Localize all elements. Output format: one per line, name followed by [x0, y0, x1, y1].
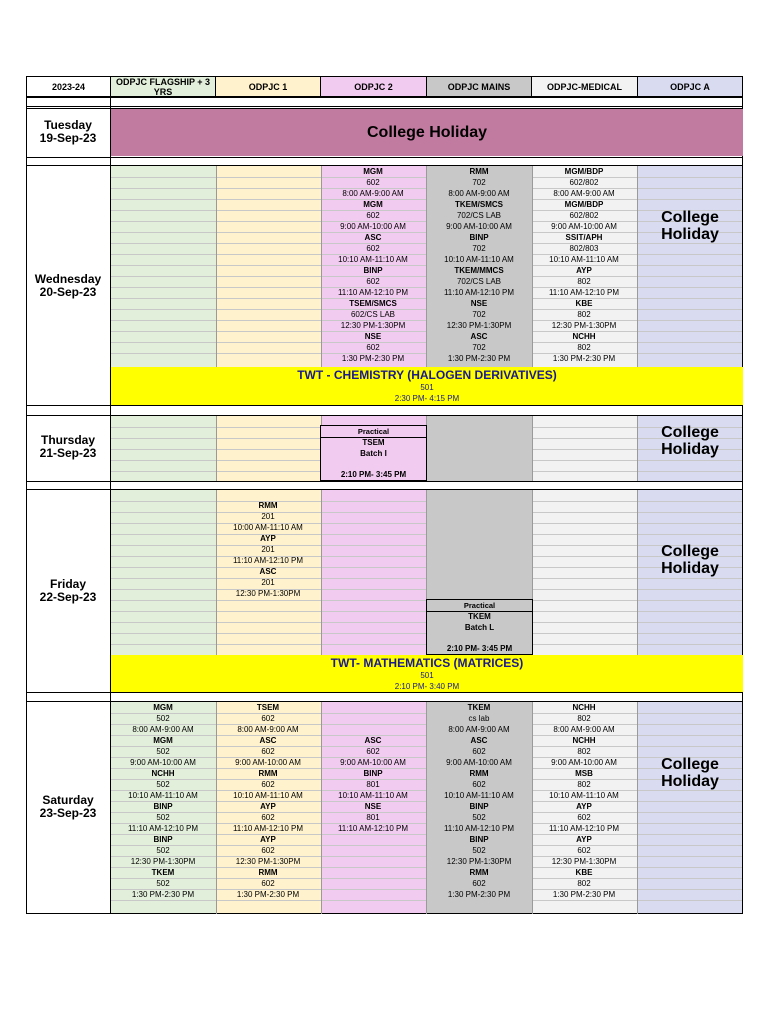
frame-left — [26, 97, 27, 914]
schedule-cell: NCHH — [572, 703, 596, 712]
schedule-cell: ASC — [364, 736, 382, 745]
schedule-cell: 602 — [261, 813, 275, 822]
schedule-cell: 802 — [577, 780, 591, 789]
schedule-cell: 1:30 PM-2:30 PM — [552, 890, 616, 899]
schedule-cell: 602 — [366, 747, 380, 756]
schedule-cell: RMM — [469, 868, 489, 877]
wednesday-medical-schedule — [531, 166, 637, 367]
schedule-cell: 12:30 PM-1:30PM — [235, 857, 301, 866]
schedule-cell: AYP — [576, 802, 592, 811]
schedule-cell: AYP — [576, 266, 592, 275]
thursday-practical-subject: TSEM — [362, 438, 385, 447]
header-medical: ODPJC-MEDICAL — [531, 76, 638, 97]
schedule-cell: 602 — [366, 277, 380, 286]
schedule-cell: 12:30 PM-1:30PM — [446, 857, 512, 866]
thursday-practical-box — [320, 425, 427, 481]
schedule-cell: 502 — [156, 780, 170, 789]
wednesday-test-room: 501 — [420, 383, 434, 392]
schedule-cell: 11:10 AM-12:10 PM — [232, 824, 304, 833]
tuesday-holiday-text: College Holiday — [366, 124, 488, 141]
thursday-practical-batch: Batch I — [360, 449, 387, 458]
friday-holiday-line1: College — [661, 543, 719, 560]
tuesday-date-label: 19-Sep-23 — [39, 131, 97, 145]
friday-test-room: 501 — [420, 671, 434, 680]
schedule-cell: MGM — [363, 200, 383, 209]
header-year: 2023-24 — [26, 76, 111, 97]
thursday-holiday-line1: College — [661, 424, 719, 441]
schedule-cell: 602 — [366, 178, 380, 187]
schedule-cell: 12:30 PM-1:30PM — [340, 321, 406, 330]
saturday-odpjc2-schedule — [320, 702, 426, 903]
cell-fill — [532, 416, 637, 481]
schedule-cell: ASC — [470, 736, 488, 745]
friday-odpjc1-schedule — [215, 500, 321, 610]
schedule-cell: 12:30 PM-1:30PM — [446, 321, 512, 330]
schedule-cell: 11:10 AM-12:10 PM — [127, 824, 199, 833]
schedule-cell: 10:10 AM-11:10 AM — [233, 791, 303, 800]
saturday-date-label: 23-Sep-23 — [39, 806, 97, 820]
schedule-cell: 1:30 PM-2:30 PM — [236, 890, 300, 899]
schedule-cell: 602 — [577, 813, 591, 822]
schedule-cell: 502 — [156, 879, 170, 888]
schedule-cell: 602 — [366, 343, 380, 352]
schedule-cell: NCHH — [572, 736, 596, 745]
friday-practical-label: Practical — [427, 600, 532, 612]
thursday-date-label: 21-Sep-23 — [39, 446, 97, 460]
schedule-cell: 702/CS LAB — [456, 211, 502, 220]
header-odpjc2: ODPJC 2 — [320, 76, 427, 97]
header-mains: ODPJC MAINS — [426, 76, 532, 97]
schedule-cell: RMM — [258, 868, 278, 877]
wednesday-test-time: 2:30 PM- 4:15 PM — [394, 394, 460, 403]
schedule-cell: 602 — [366, 244, 380, 253]
schedule-cell: 201 — [261, 578, 275, 587]
friday-practical-batch: Batch L — [464, 623, 495, 632]
schedule-cell: BINP — [363, 769, 383, 778]
thursday-practical-time: 2:10 PM- 3:45 PM — [340, 470, 407, 479]
schedule-cell: 802 — [577, 310, 591, 319]
schedule-cell: 8:00 AM-9:00 AM — [237, 725, 299, 734]
friday-holiday-line2: Holiday — [661, 560, 719, 577]
schedule-cell: 12:30 PM-1:30PM — [551, 857, 617, 866]
schedule-cell: 10:10 AM-11:10 AM — [338, 255, 408, 264]
schedule-cell: BINP — [153, 802, 173, 811]
separator-line — [26, 913, 743, 914]
schedule-cell: 8:00 AM-9:00 AM — [553, 725, 615, 734]
cell-fill — [111, 416, 216, 481]
header-flagship: ODPJC FLAGSHIP + 3 YRS — [110, 76, 216, 97]
schedule-cell: 9:00 AM-10:00 AM — [446, 758, 512, 767]
schedule-cell: KBE — [575, 868, 593, 877]
schedule-cell: 12:30 PM-1:30PM — [551, 321, 617, 330]
schedule-cell: 602 — [261, 780, 275, 789]
schedule-cell: 10:10 AM-11:10 AM — [444, 255, 514, 264]
cell-fill — [637, 702, 743, 914]
schedule-cell: 802 — [577, 747, 591, 756]
schedule-cell: 9:00 AM-10:00 AM — [551, 758, 617, 767]
schedule-cell: 11:10 AM-12:10 PM — [548, 824, 620, 833]
schedule-cell: 10:10 AM-11:10 AM — [444, 791, 514, 800]
header-odpjc-a: ODPJC A — [637, 76, 743, 97]
schedule-cell: 602 — [261, 747, 275, 756]
separator-line — [26, 106, 743, 107]
schedule-cell: 10:00 AM-11:10 AM — [233, 523, 303, 532]
schedule-cell: MGM — [363, 167, 383, 176]
schedule-cell: 9:00 AM-10:00 AM — [340, 222, 406, 231]
tuesday-day-label: Tuesday — [44, 118, 92, 132]
schedule-cell: 502 — [156, 747, 170, 756]
schedule-cell: RMM — [469, 769, 489, 778]
schedule-cell: BINP — [469, 835, 489, 844]
wednesday-odpjc2-schedule — [320, 166, 426, 367]
schedule-cell: 9:00 AM-10:00 AM — [551, 222, 617, 231]
schedule-cell: 602 — [472, 747, 486, 756]
friday-practical-subject: TKEM — [468, 612, 491, 621]
schedule-cell: 602/802 — [569, 211, 599, 220]
schedule-cell: 602/CS LAB — [350, 310, 396, 319]
schedule-cell: 702 — [472, 310, 486, 319]
schedule-cell: BINP — [469, 233, 489, 242]
schedule-cell: TSEM — [256, 703, 280, 712]
schedule-cell: 10:10 AM-11:10 AM — [338, 791, 408, 800]
schedule-cell: 8:00 AM-9:00 AM — [448, 725, 510, 734]
wednesday-day-label: Wednesday — [34, 272, 102, 286]
schedule-cell: 702/CS LAB — [456, 277, 502, 286]
schedule-cell: 11:10 AM-12:10 PM — [443, 824, 515, 833]
schedule-cell: BINP — [363, 266, 383, 275]
separator-line — [26, 692, 743, 693]
wednesday-date-label: 20-Sep-23 — [39, 285, 97, 299]
schedule-cell: AYP — [260, 835, 276, 844]
thursday-holiday-line2: Holiday — [661, 441, 719, 458]
schedule-cell: 8:00 AM-9:00 AM — [448, 189, 510, 198]
schedule-cell: TSEM/SMCS — [349, 299, 397, 308]
column-divider — [532, 416, 533, 481]
schedule-cell: AYP — [576, 835, 592, 844]
schedule-cell: 9:00 AM-10:00 AM — [340, 758, 406, 767]
schedule-cell: 801 — [366, 813, 380, 822]
wednesday-holiday-line1: College — [661, 209, 719, 226]
separator-line — [26, 481, 743, 482]
cell-fill — [216, 416, 321, 481]
schedule-cell: BINP — [153, 835, 173, 844]
header-odpjc1: ODPJC 1 — [215, 76, 321, 97]
schedule-cell: 502 — [156, 846, 170, 855]
schedule-cell: TKEM — [467, 703, 491, 712]
schedule-cell: 802 — [577, 714, 591, 723]
schedule-cell: 602/802 — [569, 178, 599, 187]
separator-line — [26, 405, 743, 406]
separator-line — [26, 97, 743, 98]
schedule-cell: 502 — [156, 813, 170, 822]
schedule-cell: NSE — [470, 299, 488, 308]
schedule-cell: TKEM/SMCS — [455, 200, 503, 209]
schedule-cell: 201 — [261, 545, 275, 554]
column-divider — [637, 702, 638, 914]
schedule-cell: 9:00 AM-10:00 AM — [130, 758, 196, 767]
schedule-cell: 702 — [472, 343, 486, 352]
schedule-cell: 1:30 PM-2:30 PM — [447, 354, 511, 363]
schedule-cell: 1:30 PM-2:30 PM — [131, 890, 195, 899]
separator-line — [26, 489, 743, 490]
schedule-cell: 602 — [577, 846, 591, 855]
schedule-cell: MGM/BDP — [564, 167, 604, 176]
schedule-cell: 602 — [472, 780, 486, 789]
schedule-cell: 11:10 AM-12:10 PM — [337, 288, 409, 297]
schedule-cell: 12:30 PM-1:30PM — [235, 589, 301, 598]
friday-practical-box — [426, 599, 533, 655]
friday-practical-time: 2:10 PM- 3:45 PM — [446, 644, 513, 653]
schedule-cell: 10:10 AM-11:10 AM — [128, 791, 198, 800]
friday-test-banner — [111, 655, 743, 692]
cell-fill — [216, 166, 321, 367]
schedule-cell: 801 — [366, 780, 380, 789]
schedule-cell: NSE — [364, 802, 382, 811]
schedule-cell: 502 — [472, 846, 486, 855]
schedule-cell: 802 — [577, 277, 591, 286]
thursday-day-label: Thursday — [40, 433, 95, 447]
column-divider — [216, 166, 217, 367]
schedule-cell: 9:00 AM-10:00 AM — [446, 222, 512, 231]
cell-fill — [637, 166, 743, 367]
schedule-cell: 602 — [261, 879, 275, 888]
saturday-holiday-line2: Holiday — [661, 773, 719, 790]
schedule-cell: TKEM — [151, 868, 175, 877]
schedule-cell: 602 — [366, 211, 380, 220]
schedule-cell: 802/803 — [569, 244, 599, 253]
schedule-cell: 8:00 AM-9:00 AM — [342, 189, 404, 198]
cell-fill — [532, 490, 637, 655]
schedule-cell: 602 — [261, 714, 275, 723]
wednesday-holiday-line2: Holiday — [661, 226, 719, 243]
saturday-holiday-line1: College — [661, 756, 719, 773]
schedule-cell: NCHH — [151, 769, 175, 778]
schedule-cell: ASC — [259, 736, 277, 745]
cell-fill — [111, 490, 216, 655]
schedule-cell: MGM — [153, 703, 173, 712]
schedule-cell: ASC — [470, 332, 488, 341]
schedule-cell: 11:10 AM-12:10 PM — [443, 288, 515, 297]
schedule-cell: MGM — [153, 736, 173, 745]
tuesday-holiday-band — [111, 109, 743, 156]
schedule-cell: NSE — [364, 332, 382, 341]
friday-test-title: TWT- MATHEMATICS (MATRICES) — [330, 656, 524, 670]
schedule-cell: RMM — [469, 167, 489, 176]
cell-fill — [111, 166, 216, 367]
schedule-cell: 9:00 AM-10:00 AM — [235, 758, 301, 767]
saturday-odpjc1-schedule — [215, 702, 321, 903]
saturday-flagship-schedule — [110, 702, 216, 903]
schedule-cell: AYP — [260, 534, 276, 543]
schedule-cell: 602 — [261, 846, 275, 855]
schedule-cell: 802 — [577, 879, 591, 888]
schedule-cell: ASC — [364, 233, 382, 242]
saturday-mains-schedule — [426, 702, 532, 903]
schedule-cell: 8:00 AM-9:00 AM — [553, 189, 615, 198]
schedule-cell: 11:10 AM-12:10 PM — [337, 824, 409, 833]
schedule-cell: MGM/BDP — [564, 200, 604, 209]
column-divider — [321, 490, 322, 655]
friday-test-time: 2:10 PM- 3:40 PM — [394, 682, 460, 691]
schedule-cell: 10:10 AM-11:10 AM — [549, 791, 619, 800]
schedule-cell: AYP — [260, 802, 276, 811]
thursday-practical-label: Practical — [321, 426, 426, 438]
cell-fill — [321, 490, 426, 655]
schedule-cell: ASC — [259, 567, 277, 576]
schedule-cell: 12:30 PM-1:30PM — [130, 857, 196, 866]
schedule-cell: NCHH — [572, 332, 596, 341]
schedule-cell: cs lab — [468, 714, 490, 723]
schedule-cell: MSB — [575, 769, 593, 778]
column-divider — [637, 166, 638, 367]
schedule-cell: 502 — [156, 714, 170, 723]
schedule-cell: RMM — [258, 769, 278, 778]
schedule-cell: 702 — [472, 178, 486, 187]
wednesday-mains-schedule — [426, 166, 532, 367]
schedule-cell: 702 — [472, 244, 486, 253]
schedule-cell: 8:00 AM-9:00 AM — [132, 725, 194, 734]
schedule-cell: 602 — [472, 879, 486, 888]
schedule-cell: 802 — [577, 343, 591, 352]
schedule-cell: TKEM/MMCS — [454, 266, 504, 275]
friday-day-label: Friday — [49, 577, 86, 591]
saturday-medical-schedule — [531, 702, 637, 903]
schedule-cell: SSIT/APH — [565, 233, 603, 242]
schedule-cell: RMM — [258, 501, 278, 510]
schedule-cell: 11:10 AM-12:10 PM — [548, 288, 620, 297]
wednesday-test-title: TWT - CHEMISTRY (HALOGEN DERIVATIVES) — [297, 368, 557, 382]
schedule-cell: 201 — [261, 512, 275, 521]
separator-line — [26, 415, 743, 416]
schedule-cell: 1:30 PM-2:30 PM — [341, 354, 405, 363]
schedule-cell: KBE — [575, 299, 593, 308]
schedule-cell: 1:30 PM-2:30 PM — [447, 890, 511, 899]
schedule-cell: 11:10 AM-12:10 PM — [232, 556, 304, 565]
schedule-cell: 1:30 PM-2:30 PM — [552, 354, 616, 363]
schedule-cell: BINP — [469, 802, 489, 811]
schedule-cell: 502 — [472, 813, 486, 822]
friday-date-label: 22-Sep-23 — [39, 590, 97, 604]
wednesday-test-banner — [111, 367, 743, 405]
column-divider — [216, 416, 217, 481]
saturday-day-label: Saturday — [42, 793, 94, 807]
schedule-cell: 10:10 AM-11:10 AM — [549, 255, 619, 264]
separator-line — [26, 157, 743, 158]
cell-fill — [426, 416, 532, 481]
